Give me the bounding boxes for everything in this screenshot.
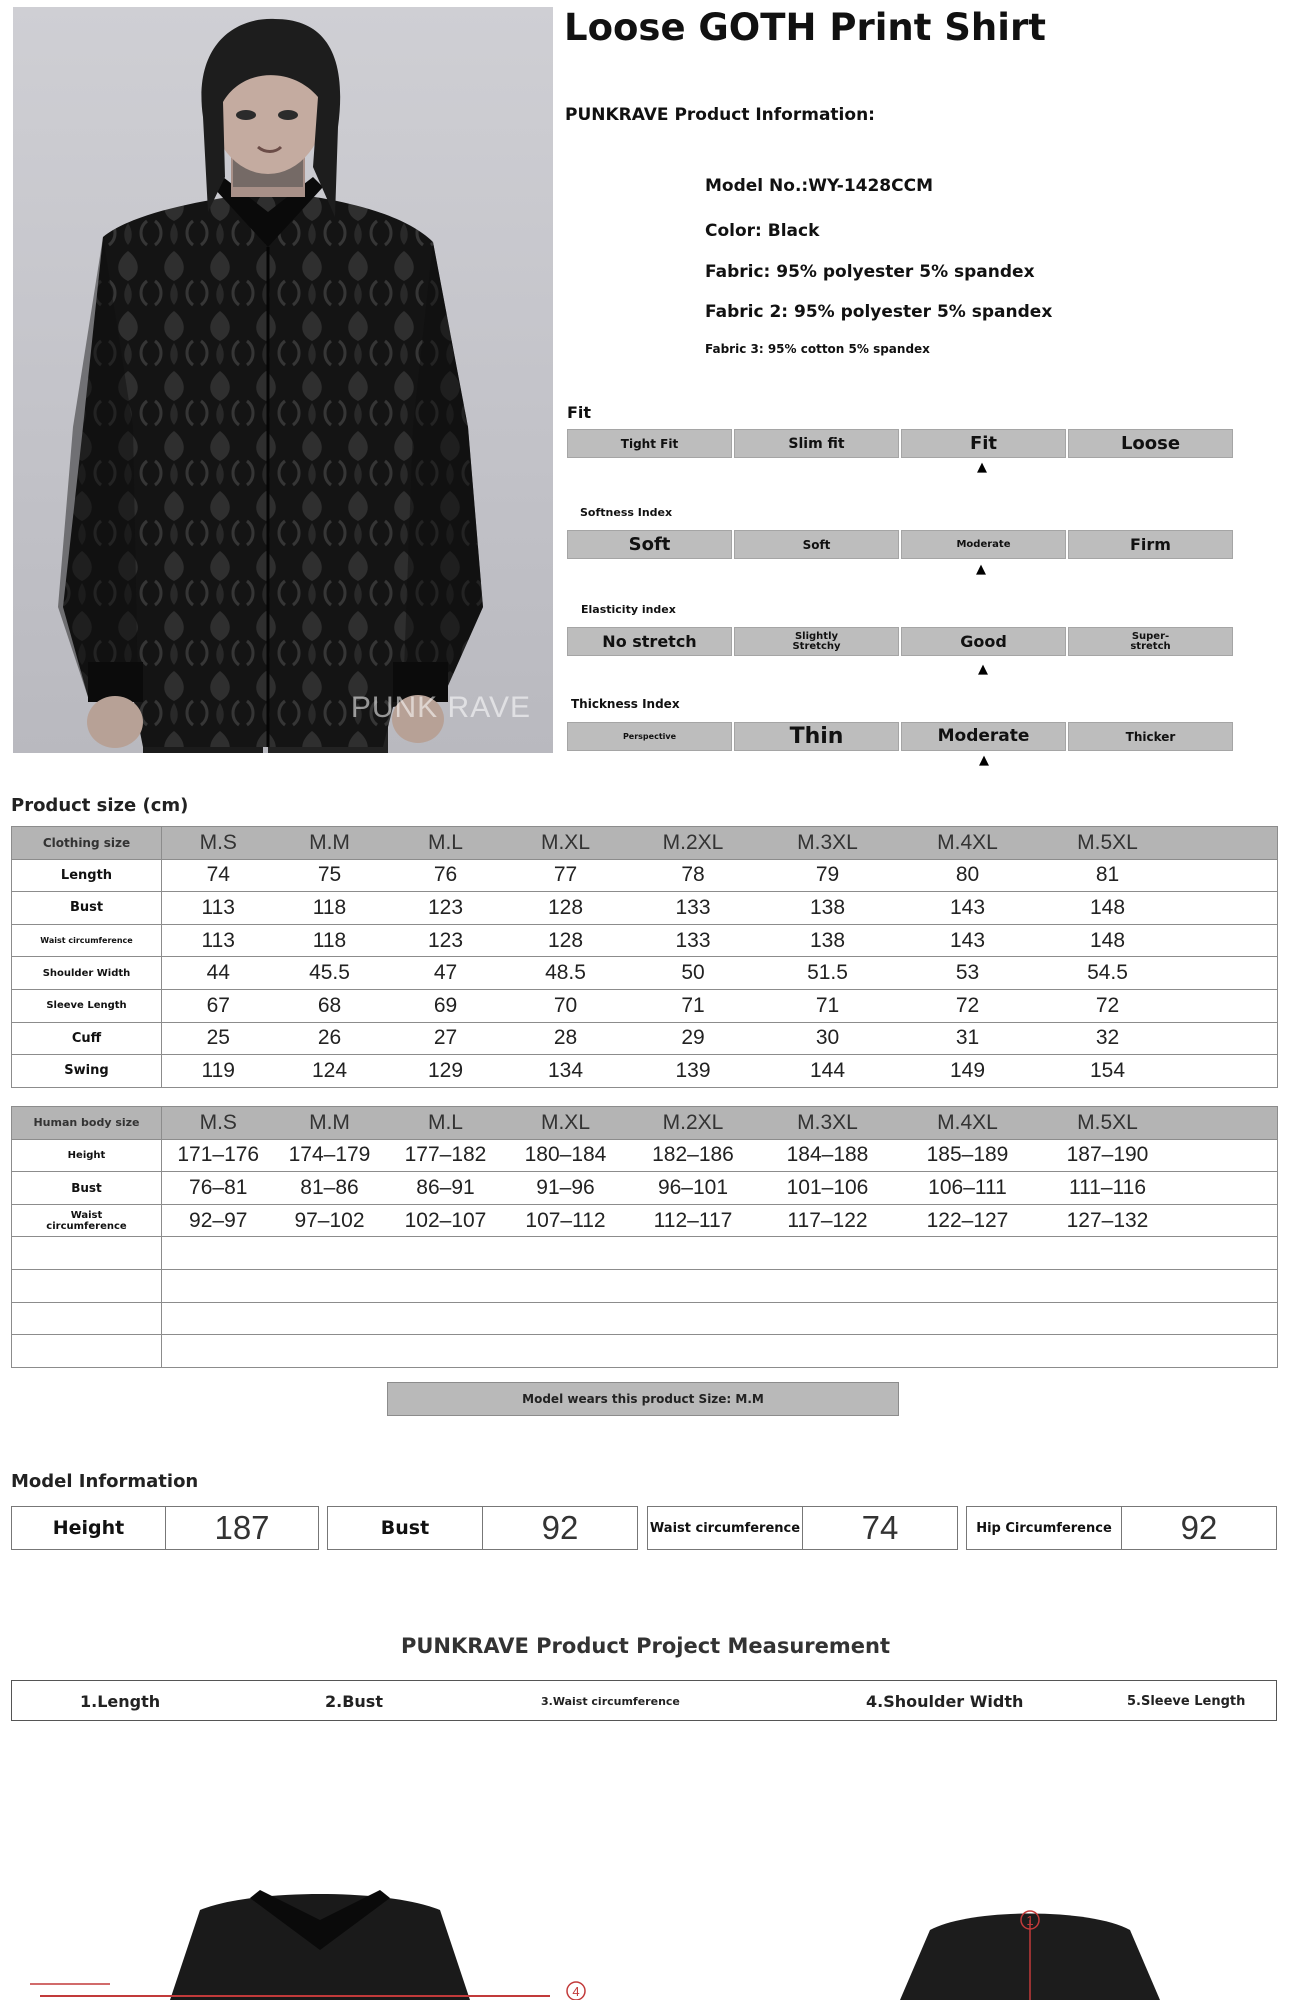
- table-cell: 127–132: [1042, 1204, 1174, 1237]
- color-spec: Color: Black: [705, 221, 820, 241]
- table-row: [12, 1055, 1278, 1088]
- size-header: M.4XL: [894, 827, 1042, 860]
- table-cell: 79: [762, 859, 894, 892]
- photo-watermark: PUNK RAVE: [350, 691, 531, 724]
- model-wears-size: Model wears this product Size: M.M: [387, 1382, 899, 1416]
- body-size-header: Human body size: [12, 1107, 162, 1140]
- table-cell: 139: [625, 1055, 762, 1088]
- row-spacer: [1174, 1172, 1278, 1205]
- fabric3-spec: Fabric 3: 95% cotton 5% spandex: [705, 342, 930, 356]
- model-hip-box: [966, 1506, 1277, 1550]
- diagram-mark-1: 1: [1026, 1913, 1034, 1928]
- table-cell: 101–106: [762, 1172, 894, 1205]
- table-cell: 44: [162, 957, 275, 990]
- measurement-bar: [11, 1680, 1277, 1721]
- header-spacer: [1174, 827, 1278, 860]
- softness-marker: ▲: [976, 562, 986, 577]
- row-label: Swing: [12, 1055, 162, 1088]
- height-label: Height: [12, 1507, 166, 1549]
- table-cell: 86–91: [385, 1172, 507, 1205]
- table-cell: 47: [385, 957, 507, 990]
- table-cell: 45.5: [275, 957, 385, 990]
- table-row: [12, 989, 1278, 1022]
- table-cell: 32: [1042, 1022, 1174, 1055]
- size-header: M.4XL: [894, 1107, 1042, 1140]
- size-header: M.3XL: [762, 1107, 894, 1140]
- measurement-title: PUNKRAVE Product Project Measurement: [400, 1634, 891, 1658]
- size-header: M.2XL: [625, 1107, 762, 1140]
- model-illustration: [13, 7, 553, 753]
- fit-scale: [567, 429, 1237, 458]
- table-cell: 133: [625, 892, 762, 925]
- empty-row: [12, 1237, 1278, 1270]
- empty-cell: [12, 1335, 162, 1368]
- table-cell: 128: [507, 892, 625, 925]
- bust-label: Bust: [328, 1507, 483, 1549]
- model-height-box: [11, 1506, 319, 1550]
- table-cell: 78: [625, 859, 762, 892]
- product-size-table: [11, 826, 1278, 1088]
- size-header: M.L: [385, 827, 507, 860]
- table-cell: 138: [762, 892, 894, 925]
- empty-cell: [162, 1269, 1278, 1302]
- softness-scale: [567, 530, 1237, 559]
- fit-title: Fit: [567, 403, 592, 422]
- elasticity-option-1: No stretch: [567, 627, 732, 656]
- table-row: [12, 1204, 1278, 1237]
- table-cell: 113: [162, 892, 275, 925]
- table-cell: 138: [762, 924, 894, 957]
- product-info-heading: PUNKRAVE Product Information:: [565, 105, 875, 125]
- measure-item-waist: 3.Waist circumference: [541, 1695, 680, 1708]
- size-header: M.M: [275, 1107, 385, 1140]
- size-header: M.M: [275, 827, 385, 860]
- fit-option-fit: Fit: [901, 429, 1066, 458]
- table-row: [12, 859, 1278, 892]
- table-cell: 129: [385, 1055, 507, 1088]
- size-header: M.5XL: [1042, 1107, 1174, 1140]
- table-cell: 81: [1042, 859, 1174, 892]
- empty-row: [12, 1302, 1278, 1335]
- row-label: Bust: [12, 892, 162, 925]
- table-cell: 134: [507, 1055, 625, 1088]
- empty-row: [12, 1269, 1278, 1302]
- table-cell: 119: [162, 1055, 275, 1088]
- table-row: [12, 1139, 1278, 1172]
- model-bust-box: [327, 1506, 638, 1550]
- row-label: Bust: [12, 1172, 162, 1205]
- table-cell: 187–190: [1042, 1139, 1174, 1172]
- fit-option-tight: Tight Fit: [567, 429, 732, 458]
- size-header: M.S: [162, 827, 275, 860]
- table-row: [12, 1172, 1278, 1205]
- fabric-spec: Fabric: 95% polyester 5% spandex: [705, 262, 1035, 282]
- back-measure-diagram: [860, 1900, 1200, 2000]
- front-measure-diagram: [30, 1880, 590, 2000]
- table-cell: 133: [625, 924, 762, 957]
- elasticity-marker: ▲: [978, 662, 988, 677]
- table-cell: 144: [762, 1055, 894, 1088]
- measure-item-sleeve: 5.Sleeve Length: [1127, 1694, 1246, 1709]
- table-cell: 149: [894, 1055, 1042, 1088]
- table-cell: 182–186: [625, 1139, 762, 1172]
- measure-item-length: 1.Length: [80, 1692, 161, 1711]
- body-size-table: [11, 1106, 1278, 1368]
- table-cell: 148: [1042, 892, 1174, 925]
- table-row: [12, 1022, 1278, 1055]
- table-cell: 122–127: [894, 1204, 1042, 1237]
- row-label: Shoulder Width: [12, 957, 162, 990]
- table-cell: 29: [625, 1022, 762, 1055]
- bust-value: 92: [541, 1509, 579, 1546]
- fabric2-spec: Fabric 2: 95% polyester 5% spandex: [705, 302, 1053, 322]
- table-cell: 69: [385, 989, 507, 1022]
- measure-item-bust: 2.Bust: [325, 1692, 383, 1711]
- table-cell: 107–112: [507, 1204, 625, 1237]
- header-spacer: [1174, 1107, 1278, 1140]
- size-header: M.L: [385, 1107, 507, 1140]
- table-cell: 54.5: [1042, 957, 1174, 990]
- table-cell: 72: [1042, 989, 1174, 1022]
- table-cell: 25: [162, 1022, 275, 1055]
- table-cell: 117–122: [762, 1204, 894, 1237]
- empty-cell: [12, 1302, 162, 1335]
- model-waist-box: [647, 1506, 958, 1550]
- table-cell: 72: [894, 989, 1042, 1022]
- table-cell: 50: [625, 957, 762, 990]
- elasticity-option-4: Super-stretch: [1068, 627, 1233, 656]
- fit-marker: ▲: [977, 460, 987, 475]
- table-cell: 184–188: [762, 1139, 894, 1172]
- row-spacer: [1174, 1139, 1278, 1172]
- softness-title: Softness Index: [580, 506, 673, 519]
- product-size-title: Product size (cm): [11, 795, 189, 816]
- elasticity-scale: [567, 627, 1237, 656]
- measure-item-shoulder: 4.Shoulder Width: [866, 1692, 1024, 1711]
- empty-cell: [12, 1269, 162, 1302]
- empty-cell: [12, 1237, 162, 1270]
- product-photo: [13, 7, 553, 753]
- size-header: M.2XL: [625, 827, 762, 860]
- table-cell: 171–176: [162, 1139, 275, 1172]
- model-info-title: Model Information: [11, 1471, 199, 1492]
- model-number: Model No.:WY-1428CCM: [705, 176, 934, 196]
- size-header: M.XL: [507, 827, 625, 860]
- row-spacer: [1174, 1055, 1278, 1088]
- table-header-row: [12, 1107, 1278, 1140]
- table-cell: 106–111: [894, 1172, 1042, 1205]
- table-cell: 96–101: [625, 1172, 762, 1205]
- row-label: Length: [12, 859, 162, 892]
- table-cell: 123: [385, 924, 507, 957]
- thickness-scale: [567, 722, 1237, 751]
- clothing-size-header: Clothing size: [12, 827, 162, 860]
- table-cell: 26: [275, 1022, 385, 1055]
- table-cell: 74: [162, 859, 275, 892]
- hip-label: Hip Circumference: [967, 1507, 1122, 1549]
- empty-cell: [162, 1237, 1278, 1270]
- elasticity-title: Elasticity index: [581, 603, 676, 616]
- table-row: [12, 892, 1278, 925]
- table-cell: 76: [385, 859, 507, 892]
- table-cell: 75: [275, 859, 385, 892]
- table-cell: 76–81: [162, 1172, 275, 1205]
- thickness-marker: ▲: [979, 753, 989, 768]
- table-cell: 67: [162, 989, 275, 1022]
- table-header-row: [12, 827, 1278, 860]
- table-cell: 71: [762, 989, 894, 1022]
- table-cell: 112–117: [625, 1204, 762, 1237]
- table-cell: 154: [1042, 1055, 1174, 1088]
- row-spacer: [1174, 924, 1278, 957]
- table-cell: 31: [894, 1022, 1042, 1055]
- thickness-option-3: Moderate: [901, 722, 1066, 751]
- row-label: Sleeve Length: [12, 989, 162, 1022]
- row-label: Cuff: [12, 1022, 162, 1055]
- table-cell: 68: [275, 989, 385, 1022]
- elasticity-option-3: Good: [901, 627, 1066, 656]
- row-label: Height: [12, 1139, 162, 1172]
- table-cell: 27: [385, 1022, 507, 1055]
- empty-cell: [162, 1302, 1278, 1335]
- table-cell: 97–102: [275, 1204, 385, 1237]
- elasticity-option-2: Slightly Stretchy: [734, 627, 899, 656]
- row-label: Waist circumference: [12, 924, 162, 957]
- row-spacer: [1174, 892, 1278, 925]
- waist-value: 74: [861, 1509, 899, 1546]
- row-label: Waist circumference: [12, 1204, 162, 1237]
- table-cell: 80: [894, 859, 1042, 892]
- table-cell: 128: [507, 924, 625, 957]
- table-cell: 177–182: [385, 1139, 507, 1172]
- table-cell: 48.5: [507, 957, 625, 990]
- table-cell: 53: [894, 957, 1042, 990]
- table-row: [12, 924, 1278, 957]
- table-cell: 123: [385, 892, 507, 925]
- table-cell: 111–116: [1042, 1172, 1174, 1205]
- fit-option-slim: Slim fit: [734, 429, 899, 458]
- table-cell: 92–97: [162, 1204, 275, 1237]
- table-cell: 180–184: [507, 1139, 625, 1172]
- diagram-mark-4: 4: [572, 1984, 580, 1999]
- table-cell: 113: [162, 924, 275, 957]
- table-cell: 70: [507, 989, 625, 1022]
- table-cell: 28: [507, 1022, 625, 1055]
- table-cell: 143: [894, 924, 1042, 957]
- product-title: Loose GOTH Print Shirt: [564, 6, 1046, 49]
- table-cell: 30: [762, 1022, 894, 1055]
- table-cell: 124: [275, 1055, 385, 1088]
- softness-option-1: Soft: [567, 530, 732, 559]
- table-cell: 185–189: [894, 1139, 1042, 1172]
- thickness-title: Thickness Index: [571, 697, 680, 711]
- row-spacer: [1174, 957, 1278, 990]
- table-cell: 71: [625, 989, 762, 1022]
- size-header: M.XL: [507, 1107, 625, 1140]
- height-value: 187: [214, 1509, 270, 1546]
- size-header: M.3XL: [762, 827, 894, 860]
- table-cell: 174–179: [275, 1139, 385, 1172]
- size-header: M.5XL: [1042, 827, 1174, 860]
- empty-row: [12, 1335, 1278, 1368]
- table-cell: 118: [275, 924, 385, 957]
- softness-option-4: Firm: [1068, 530, 1233, 559]
- softness-option-2: Soft: [734, 530, 899, 559]
- table-cell: 148: [1042, 924, 1174, 957]
- hip-value: 92: [1180, 1509, 1218, 1546]
- table-cell: 51.5: [762, 957, 894, 990]
- table-cell: 91–96: [507, 1172, 625, 1205]
- row-spacer: [1174, 1022, 1278, 1055]
- thickness-option-2: Thin: [734, 722, 899, 751]
- row-spacer: [1174, 1204, 1278, 1237]
- empty-cell: [162, 1335, 1278, 1368]
- table-cell: 118: [275, 892, 385, 925]
- size-header: M.S: [162, 1107, 275, 1140]
- row-spacer: [1174, 859, 1278, 892]
- softness-option-3: Moderate: [901, 530, 1066, 559]
- row-spacer: [1174, 989, 1278, 1022]
- table-cell: 81–86: [275, 1172, 385, 1205]
- table-row: [12, 957, 1278, 990]
- waist-label: Waist circumference: [648, 1507, 803, 1549]
- table-cell: 77: [507, 859, 625, 892]
- table-cell: 143: [894, 892, 1042, 925]
- table-cell: 102–107: [385, 1204, 507, 1237]
- fit-option-loose: Loose: [1068, 429, 1233, 458]
- thickness-option-1: Perspective: [567, 722, 732, 751]
- thickness-option-4: Thicker: [1068, 722, 1233, 751]
